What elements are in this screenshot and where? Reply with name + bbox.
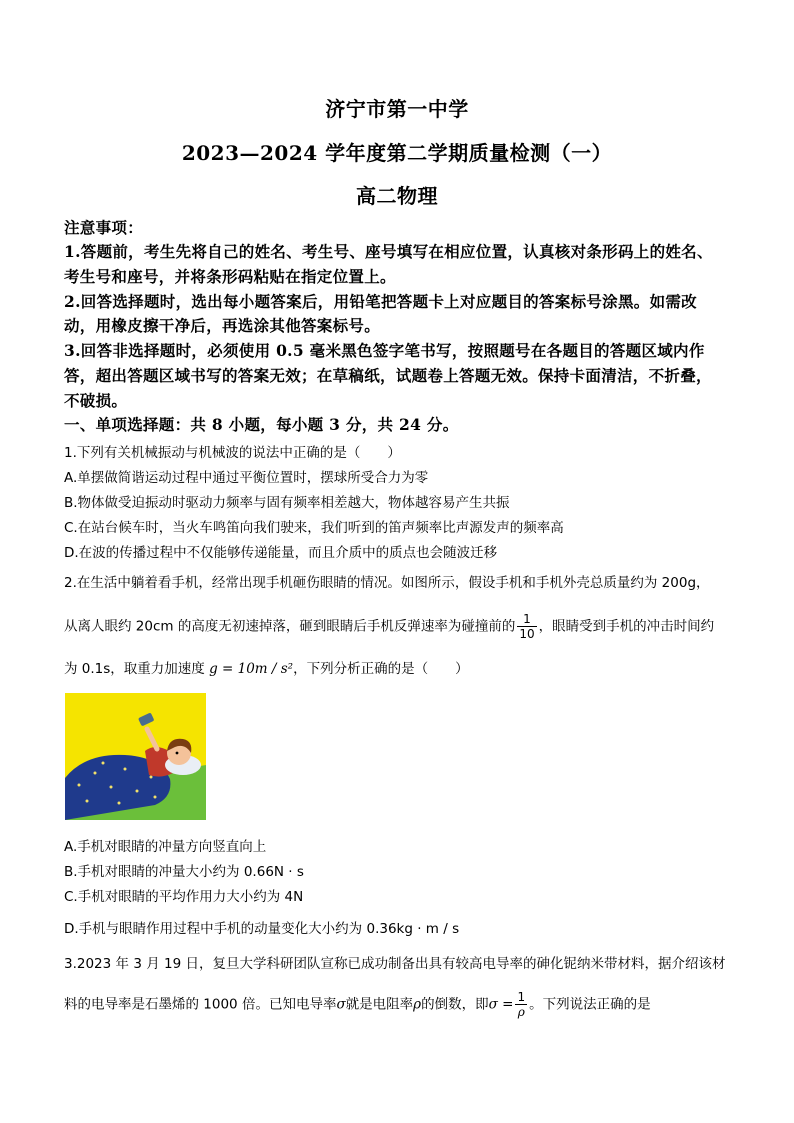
notice-item-1a: 1.答题前，考生先将自己的姓名、考生号、座号填写在相应位置，认真核对条形码上的姓名、	[64, 242, 713, 261]
q2-line2-text-a: 从离人眼约 20cm 的高度无初速掉落，砸到眼睛后手机反弹速率为碰撞前的	[64, 618, 516, 635]
fraction-numerator: 1	[517, 612, 536, 627]
sigma-symbol: σ	[336, 996, 346, 1013]
q2-option-b: B.手机对眼睛的冲量大小约为 0.66N · s	[64, 864, 304, 880]
notice-item-3c: 不破损。	[64, 391, 128, 410]
person-reading-phone-illustration	[65, 693, 206, 820]
q1-option-a: A.单摆做简谐运动过程中通过平衡位置时，摆球所受合力为零	[64, 470, 429, 486]
conductivity-formula-left: σ =	[488, 996, 514, 1013]
fraction-denominator: 10	[519, 627, 535, 641]
fraction-numerator: 1	[517, 990, 526, 1004]
section1-title: 一、单项选择题：共 8 小题，每小题 3 分，共 24 分。	[64, 415, 459, 434]
q3-line1: 3.2023 年 3 月 19 日，复旦大学科研团队宣称已成功制备出具有较高电导率的砷化铌纳米带材料，据介绍该材	[64, 956, 726, 972]
gravity-formula: g = 10m / s²	[209, 661, 294, 677]
q2-option-d: D.手机与眼睛作用过程中手机的动量变化大小约为 0.36kg · m / s	[64, 921, 460, 937]
q3-line2-text-b: 就是电阻率	[345, 996, 414, 1013]
q2-line2-text-b: ，眼睛受到手机的冲击时间约	[538, 618, 715, 635]
q3-line2	[64, 990, 651, 1019]
notice-item-2a: 2.回答选择题时，选出每小题答案后，用铅笔把答题卡上对应题目的答案标号涂黑。如需改	[64, 292, 697, 311]
eye	[176, 752, 179, 755]
q3-line2-text-d: 。下列说法正确的是	[529, 996, 651, 1013]
fraction-one-over-rho	[515, 990, 527, 1019]
q2-line3	[64, 657, 469, 677]
rho-symbol: ρ	[413, 996, 422, 1013]
exam-title: 2023—2024 学年度第二学期质量检测（一）	[181, 141, 613, 165]
q3-line2-text-c: 的倒数，即	[421, 996, 489, 1013]
fraction-denominator: ρ	[517, 1005, 525, 1019]
q1-stem: 1.下列有关机械振动与机械波的说法中正确的是（ ）	[64, 445, 401, 461]
notice-item-1b: 考生号和座号，并将条形码粘贴在指定位置上。	[64, 267, 396, 286]
q1-option-d: D.在波的传播过程中不仅能够传递能量，而且介质中的质点也会随波迁移	[64, 545, 498, 561]
q2-option-a: A.手机对眼睛的冲量方向竖直向上	[64, 839, 267, 855]
subject-title: 高二物理	[356, 184, 438, 208]
q2-line2	[64, 612, 714, 641]
q2-option-c: C.手机对眼睛的平均作用力大小约为 4N	[64, 889, 304, 905]
q2-line1: 2.在生活中躺着看手机，经常出现手机砸伤眼睛的情况。如图所示，假设手机和手机外壳总质量约为 200g，	[64, 575, 710, 591]
q2-line3-text-b: ，下列分析正确的是（ ）	[293, 661, 469, 677]
school-title: 济宁市第一中学	[325, 97, 469, 121]
q2-line3-text-a: 为 0.1s，取重力加速度	[64, 661, 205, 677]
notice-title: 注意事项：	[64, 218, 144, 237]
fraction-one-tenth	[517, 612, 536, 641]
notice-item-3b: 答，超出答题区域书写的答案无效；在草稿纸，试题卷上答题无效。保持卡面清洁，不折叠，	[64, 366, 712, 385]
notice-item-3a: 3.回答非选择题时，必须使用 0.5 毫米黑色签字笔书写，按照题号在各题目的答题区域内作	[64, 341, 705, 360]
q1-option-b: B.物体做受迫振动时驱动力频率与固有频率相差越大，物体越容易产生共振	[64, 495, 510, 511]
q3-line2-text-a: 料的电导率是石墨烯的 1000 倍。已知电导率	[64, 996, 337, 1013]
q1-option-c: C.在站台候车时，当火车鸣笛向我们驶来，我们听到的笛声频率比声源发声的频率高	[64, 520, 564, 536]
notice-item-2b: 动，用橡皮擦干净后，再选涂其他答案标号。	[64, 316, 381, 335]
